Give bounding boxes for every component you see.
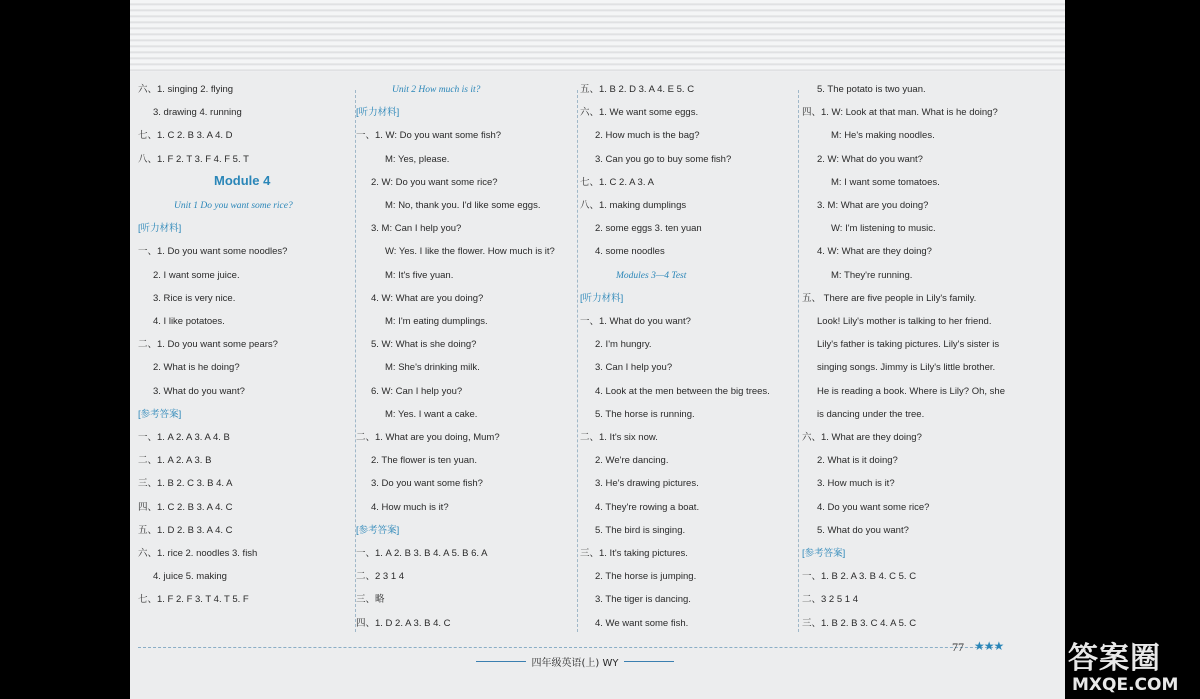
answer-content [130, 84, 1065, 644]
answer-line: 2. How much is the bag? [595, 130, 700, 142]
column-2 [356, 84, 578, 636]
answer-line: 2. W: Do you want some rice? [371, 176, 498, 188]
section-label: [听力材料] [138, 223, 182, 235]
answer-line: 一、1. W: Do you want some fish? [356, 130, 502, 142]
answer-line: 3. M: Can I help you? [371, 223, 462, 235]
answer-line: 3. How much is it? [817, 478, 895, 490]
answer-line: singing songs. Jimmy is Lily's little brother. [817, 362, 996, 374]
answer-line: M: I'm eating dumplings. [385, 316, 488, 327]
answer-line: 2. some eggs 3. ten yuan [595, 223, 702, 235]
answer-line: 4. W: What are they doing? [817, 246, 932, 258]
answer-line: M: It's five yuan. [385, 269, 454, 281]
answer-line: M: She's drinking milk. [385, 362, 480, 374]
answer-line: 2. W: What do you want? [817, 153, 923, 165]
answer-line: 三、1. It's taking pictures. [580, 548, 688, 559]
answer-line: 2. The horse is jumping. [595, 571, 697, 583]
answer-line: 3. Do you want some fish? [371, 478, 483, 490]
module-heading: Module 4 [214, 172, 271, 188]
section-label: [参考答案] [138, 408, 182, 420]
answer-line: 4. They're rowing a boat. [595, 501, 700, 513]
section-label: [听力材料] [580, 292, 624, 304]
page-number: 77 [952, 640, 964, 654]
answer-line: 一、1. Do you want some noodles? [138, 246, 288, 258]
section-label: [听力材料] [356, 107, 400, 119]
answer-line: 五、1. D 2. B 3. A 4. C [138, 524, 233, 536]
footer-rule-right [624, 661, 674, 662]
footer-title-text: 四年级英语(上) WY [531, 657, 619, 669]
answer-line: 二、2 3 1 4 [356, 571, 405, 583]
answer-line: 3. Rice is very nice. [153, 292, 236, 304]
answer-line: M: Yes, please. [385, 153, 450, 165]
answer-line: 一、1. B 2. A 3. B 4. C 5. C [802, 571, 917, 583]
answer-line: Look! Lily's mother is talking to her friend. [817, 316, 992, 327]
answer-line: 一、1. What do you want? [580, 316, 691, 327]
answer-line: 4. juice 5. making [153, 571, 227, 583]
answer-line: 3. Can you go to buy some fish? [595, 153, 732, 165]
answer-line: 二、1. What are you doing, Mum? [356, 432, 500, 443]
watermark-text-top: 答案圈 [1068, 641, 1161, 676]
answer-line: 五、 There are five people in Lily's family. [802, 292, 977, 304]
answer-line: 4. W: What are you doing? [371, 292, 484, 304]
answer-line: 2. What is he doing? [153, 362, 240, 374]
watermark-logo [1060, 633, 1200, 699]
answer-line: M: Yes. I want a cake. [385, 408, 478, 420]
answer-line: 四、1. D 2. A 3. B 4. C [356, 617, 451, 629]
answer-line: 四、1. C 2. B 3. A 4. C [138, 501, 233, 513]
answer-line: 八、1. F 2. T 3. F 4. F 5. T [138, 153, 249, 165]
answer-line: Lily's father is taking pictures. Lily's sister is [817, 339, 1000, 351]
document-page [130, 0, 1065, 699]
answer-line: 六、1. What are they doing? [802, 432, 922, 443]
answer-line: 3. Can I help you? [595, 362, 673, 374]
answer-line: 三、1. B 2. C 3. B 4. A [138, 478, 233, 490]
answer-line: 二、1. Do you want some pears? [138, 339, 278, 351]
answer-line: 六、1. rice 2. noodles 3. fish [138, 548, 258, 559]
answer-line: is dancing under the tree. [817, 408, 925, 420]
answer-line: 5. W: What is she doing? [371, 339, 477, 351]
answer-line: 五、1. B 2. D 3. A 4. E 5. C [580, 84, 695, 95]
answer-line: 4. I like potatoes. [153, 316, 225, 327]
page-top-margin [130, 0, 1065, 72]
answer-line: 3. He's drawing pictures. [595, 478, 699, 490]
answer-line: 六、1. We want some eggs. [580, 107, 699, 119]
column-3 [580, 84, 795, 636]
answer-line: 4. some noodles [595, 246, 665, 258]
footer-divider [138, 647, 998, 648]
star-icon: ★★★ [974, 639, 1004, 653]
answer-line: 5. The bird is singing. [595, 524, 686, 536]
answer-line: 2. We're dancing. [595, 455, 669, 467]
answer-line: 二、1. A 2. A 3. B [138, 455, 212, 467]
answer-line: M: They're running. [831, 269, 913, 281]
answer-line: 七、1. C 2. A 3. A [580, 176, 654, 188]
answer-line: M: I want some tomatoes. [831, 176, 940, 188]
answer-line: 6. W: Can I help you? [371, 385, 463, 397]
answer-line: 3. What do you want? [153, 385, 245, 397]
answer-line: 六、1. singing 2. flying [138, 84, 234, 95]
answer-line: M: No, thank you. I'd like some eggs. [385, 200, 541, 211]
answer-line: He is reading a book. Where is Lily? Oh, she [817, 385, 1005, 397]
column-4 [802, 84, 1028, 636]
answer-line: 一、1. A 2. B 3. B 4. A 5. B 6. A [356, 548, 488, 559]
unit-heading: Unit 2 How much is it? [392, 85, 481, 95]
unit-heading: Unit 1 Do you want some rice? [174, 201, 293, 211]
answer-line: 3. M: What are you doing? [817, 200, 929, 211]
answer-line: 4. Do you want some rice? [817, 501, 930, 513]
answer-line: 2. I want some juice. [153, 269, 240, 281]
answer-line: 2. I'm hungry. [595, 339, 652, 351]
answer-line: 四、1. W: Look at that man. What is he doing? [802, 107, 998, 119]
answer-line: 5. What do you want? [817, 524, 909, 536]
answer-line: 三、略 [356, 594, 385, 606]
answer-line: 4. We want some fish. [595, 617, 689, 629]
answer-line: 3. drawing 4. running [153, 107, 242, 119]
column-divider-2 [577, 90, 578, 632]
column-divider-3 [798, 90, 799, 632]
answer-line: 一、1. A 2. A 3. A 4. B [138, 432, 230, 443]
answer-line: 5. The potato is two yuan. [817, 84, 926, 95]
watermark-text-bottom: MXQE.COM [1072, 675, 1179, 695]
footer-title [460, 654, 690, 668]
answer-line: W: Yes. I like the flower. How much is it? [385, 246, 555, 258]
answer-line: 七、1. C 2. B 3. A 4. D [138, 130, 233, 142]
footer-rule-left [476, 661, 526, 662]
column-1 [138, 84, 353, 636]
answer-line: 3. The tiger is dancing. [595, 594, 691, 606]
answer-line: 2. What is it doing? [817, 455, 898, 467]
answer-line: 4. Look at the men between the big trees. [595, 385, 770, 397]
section-label: [参考答案] [802, 548, 846, 559]
answer-line: 2. The flower is ten yuan. [371, 455, 477, 467]
answer-line: 二、3 2 5 1 4 [802, 594, 858, 606]
answer-line: M: He's making noodles. [831, 130, 935, 142]
answer-line: 二、1. It's six now. [580, 432, 658, 443]
answer-line: 三、1. B 2. B 3. C 4. A 5. C [802, 617, 917, 629]
unit-heading: Modules 3—4 Test [616, 270, 687, 281]
section-label: [参考答案] [356, 524, 400, 536]
answer-line: 5. The horse is running. [595, 408, 695, 420]
answer-line: 4. How much is it? [371, 501, 449, 513]
answer-line: W: I'm listening to music. [831, 223, 936, 235]
answer-line: 八、1. making dumplings [580, 200, 687, 211]
answer-line: 七、1. F 2. F 3. T 4. T 5. F [138, 594, 249, 606]
